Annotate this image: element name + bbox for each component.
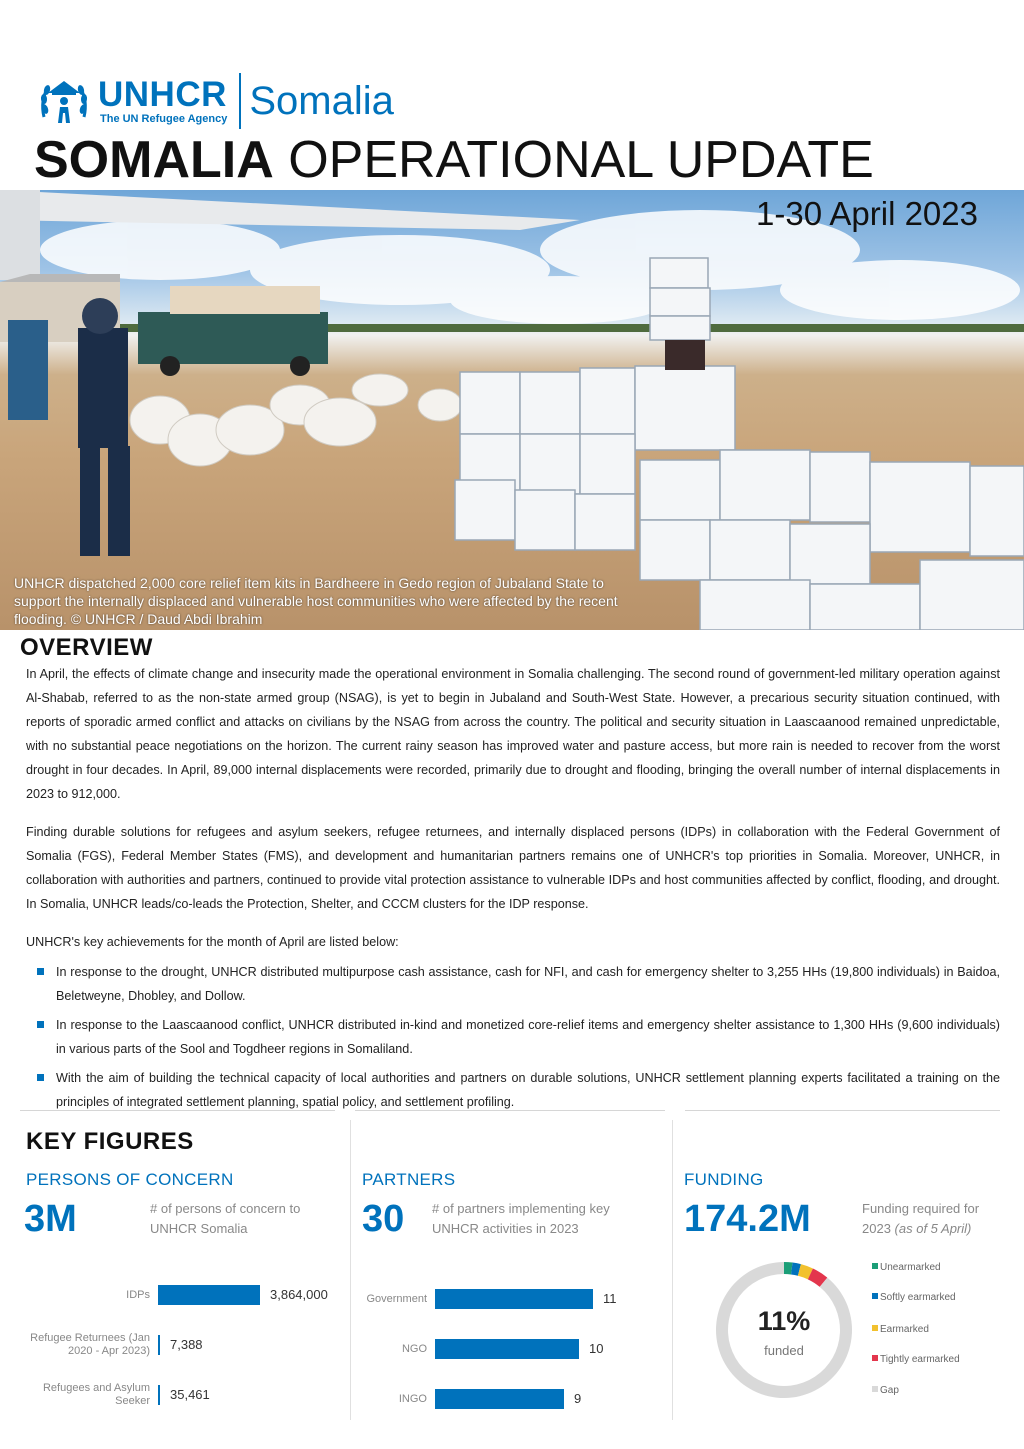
legend-label: Softly earmarked bbox=[880, 1292, 956, 1303]
bar bbox=[158, 1385, 160, 1405]
bar-value-label: 3,864,000 bbox=[270, 1287, 328, 1302]
column-divider bbox=[672, 1120, 673, 1420]
bar-value-label: 10 bbox=[589, 1341, 604, 1356]
legend-swatch bbox=[872, 1263, 878, 1269]
hero-photo-illustration bbox=[0, 190, 1024, 630]
funding-percent: 11% bbox=[757, 1306, 811, 1336]
overview-heading: OVERVIEW bbox=[20, 634, 153, 661]
funding-description bbox=[862, 1199, 1002, 1239]
logo-wordmark bbox=[98, 77, 227, 125]
unhcr-emblem-icon bbox=[36, 73, 92, 129]
legend-label: Unearmarked bbox=[880, 1262, 941, 1273]
achievement-item: In response to the drought, UNHCR distributed multipurpose cash assistance, cash for NFI, and cash for emergency shelter to 3,255 HHs (19,800 individuals) in Baidoa, Beletweyne, Dhobley, and Dollow. bbox=[26, 960, 1000, 1008]
overview-paragraph-1: In April, the effects of climate change and insecurity made the operational environment in Somalia challenging. The second round of government-led military operation against Al-Shabab, referred to as the non-state armed group (NSAG), is yet to begin in Jubaland and South-West State. However, a precarious security situation continued, with reports of sporadic armed conflict and attacks on civilians by the NSAG from across the country. The political and security situation in Laascaanood remained unpredictable, with no substantial peace negotiations on the horizon. The current rainy season has improved water and pasture access, but more rain is needed to recover from the worst drought in four decades. In April, 89,000 internal displacements were recorded, primarily due to drought and flooding, bringing the overall number of internal displacements in 2023 to 912,000. bbox=[26, 667, 1000, 801]
unhcr-logo bbox=[36, 72, 394, 130]
legend-label: Tightly earmarked bbox=[880, 1354, 960, 1365]
hero-photo bbox=[0, 190, 1024, 630]
legend-item bbox=[872, 1385, 962, 1397]
section-divider bbox=[355, 1110, 665, 1111]
title-bold: SOMALIA bbox=[34, 131, 274, 189]
overview-paragraph-2: Finding durable solutions for refugees and asylum seekers, refugee returnees, and internally displaced persons (IDPs) in collaboration with the Federal Government of Somalia (FGS), Federal Member States (FMS), and development and humanitarian partners remains one of UNHCR's top priorities in Somalia. Moreover, UNHCR, in collaboration with authorities and partners, continued to provide vital protection assistance to vulnerable IDPs and host communities affected by conflict, flooding, and drought. In Somalia, UNHCR leads/co-leads the Protection, Shelter, and CCCM clusters for the IDP response. bbox=[26, 825, 1000, 911]
title-rest: OPERATIONAL UPDATE bbox=[273, 131, 874, 189]
legend-label: Gap bbox=[880, 1385, 899, 1396]
legend-item bbox=[872, 1324, 962, 1336]
legend-label: Earmarked bbox=[880, 1324, 929, 1335]
bar bbox=[435, 1339, 579, 1359]
logo-divider bbox=[239, 73, 241, 129]
bar-label: Refugees and Asylum Seeker bbox=[42, 1382, 150, 1407]
bar-value-label: 35,461 bbox=[170, 1387, 210, 1402]
bar-label: NGO bbox=[401, 1342, 427, 1355]
bar-label: Refugee Returnees (Jan 2020 - Apr 2023) bbox=[30, 1332, 150, 1357]
persons-of-concern-description: # of persons of concern to UNHCR Somalia bbox=[150, 1201, 301, 1236]
country-name: Somalia bbox=[249, 79, 394, 123]
bar bbox=[435, 1389, 564, 1409]
bar-value-label: 9 bbox=[574, 1391, 582, 1406]
achievement-item: With the aim of building the technical capacity of local authorities and partners on durable solutions, UNHCR settlement planning experts facilitated a training on the principles of integrated settlement planning, spatial policy, and settlement profiling. bbox=[26, 1066, 1000, 1114]
legend-item bbox=[872, 1292, 962, 1304]
achievements-list bbox=[26, 960, 1000, 1114]
persons-of-concern-heading: PERSONS OF CONCERN bbox=[26, 1170, 234, 1189]
report-date-range: 1-30 April 2023 bbox=[756, 195, 978, 232]
persons-of-concern-total: 3M bbox=[24, 1198, 77, 1240]
partners-total: 30 bbox=[362, 1198, 405, 1240]
overview-body bbox=[26, 662, 1000, 1119]
bar bbox=[158, 1285, 260, 1305]
org-name: UNHCR bbox=[98, 75, 227, 114]
org-tagline: The UN Refugee Agency bbox=[100, 113, 228, 125]
legend-swatch bbox=[872, 1386, 878, 1392]
partners-description: # of partners implementing key UNHCR activities in 2023 bbox=[432, 1201, 610, 1236]
bar-label: Government bbox=[366, 1292, 427, 1305]
overview-paragraph-3: UNHCR's key achievements for the month of April are listed below: bbox=[26, 935, 399, 949]
section-divider bbox=[20, 1110, 335, 1111]
legend-swatch bbox=[872, 1355, 878, 1361]
bar-label: INGO bbox=[398, 1392, 427, 1405]
donut-slice bbox=[784, 1262, 793, 1274]
bar bbox=[435, 1289, 593, 1309]
bar-value-label: 7,388 bbox=[170, 1337, 203, 1352]
funding-description-text: Funding required for 2023 bbox=[862, 1201, 980, 1236]
page-title bbox=[34, 130, 874, 190]
legend-swatch bbox=[872, 1325, 878, 1331]
section-divider bbox=[685, 1110, 1000, 1111]
funding-heading: FUNDING bbox=[684, 1170, 764, 1189]
legend-swatch bbox=[872, 1293, 878, 1299]
bar bbox=[158, 1335, 160, 1355]
bar-label: IDPs bbox=[126, 1288, 150, 1301]
legend-item bbox=[872, 1354, 962, 1366]
key-figures-heading: KEY FIGURES bbox=[26, 1128, 194, 1155]
photo-caption: UNHCR dispatched 2,000 core relief item kits in Bardheere in Gedo region of Jubaland State to support the internally displaced and vulnerable host communities who were affected by the recent flooding. © UNHCR / Daud Abdi Ibrahim bbox=[14, 575, 618, 627]
achievement-item: In response to the Laascaanood conflict, UNHCR distributed in-kind and monetized core-relief items and emergency shelter assistance to 1,300 HHs (9,600 individuals) in various parts of the Sool and Togdheer regions in Somaliland. bbox=[26, 1013, 1000, 1061]
partners-heading: PARTNERS bbox=[362, 1170, 456, 1189]
column-divider bbox=[350, 1120, 351, 1420]
legend-item bbox=[872, 1262, 962, 1274]
funding-as-of-note: (as of 5 April) bbox=[894, 1221, 972, 1236]
funding-percent-label: funded bbox=[764, 1343, 804, 1358]
bar-value-label: 11 bbox=[603, 1291, 617, 1306]
funding-required-total: 174.2M bbox=[684, 1198, 811, 1240]
